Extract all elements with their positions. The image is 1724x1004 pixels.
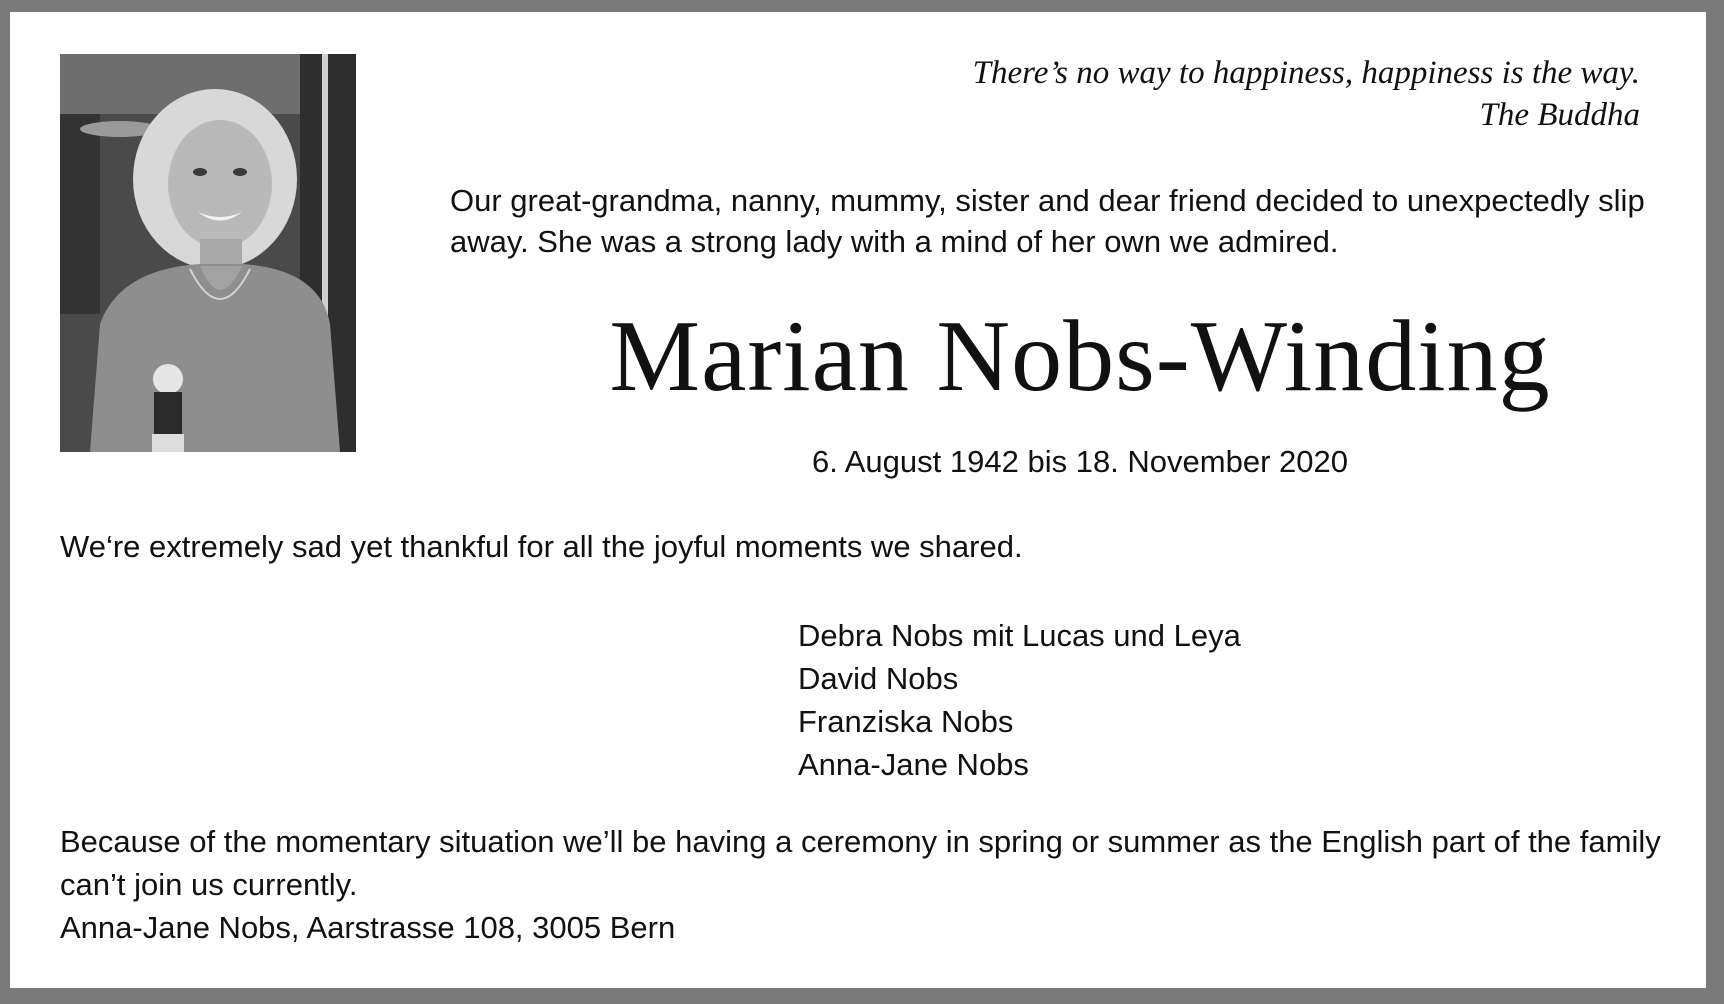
contact-address: Anna-Jane Nobs, Aarstrasse 108, 3005 Bern: [60, 910, 676, 945]
ceremony-note: Because of the momentary situation we’ll be having a ceremony in spring or summer as the English part of the family can’t join us currently.: [60, 824, 1661, 902]
quote-author: The Buddha: [1479, 97, 1640, 133]
epigraph: [973, 52, 1640, 136]
footer: [60, 820, 1680, 949]
signer-name: Anna-Jane Nobs: [798, 747, 1029, 782]
deceased-name: Marian Nobs-Winding: [609, 300, 1551, 413]
signer-name: Franziska Nobs: [798, 704, 1014, 739]
obituary-card: [10, 12, 1706, 988]
thanks-line: We‘re extremely sad yet thankful for all the joyful moments we shared.: [60, 529, 1023, 564]
signers-list: [798, 614, 1241, 786]
signer-name: David Nobs: [798, 661, 959, 696]
quote-text: There’s no way to happiness, happiness is the way.: [972, 55, 1640, 91]
intro-paragraph: Our great-grandma, nanny, mummy, sister and dear friend decided to unexpectedly slip away. She was a strong lady with a mind of her own we admired.: [450, 183, 1645, 259]
portrait-photo: [60, 54, 356, 452]
life-dates: 6. August 1942 bis 18. November 2020: [812, 444, 1348, 479]
signer-name: Debra Nobs mit Lucas und Leya: [798, 618, 1241, 653]
